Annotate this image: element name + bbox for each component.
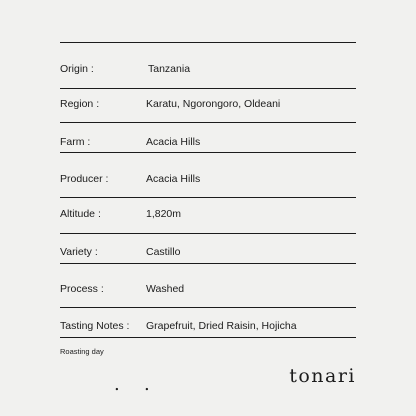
process-value: Washed xyxy=(146,283,185,295)
divider-farm xyxy=(60,152,356,153)
roasting-day-label: Roasting day xyxy=(60,347,104,356)
variety-value: Castillo xyxy=(146,246,181,258)
process-label: Process : xyxy=(60,283,104,295)
row-process xyxy=(60,279,356,299)
divider-tasting-notes xyxy=(60,337,356,338)
divider-process xyxy=(60,307,356,308)
divider-producer xyxy=(60,197,356,198)
altitude-label: Altitude : xyxy=(60,208,101,220)
brand-logo: tonari xyxy=(289,365,356,387)
variety-label: Variety : xyxy=(60,246,98,258)
divider-variety xyxy=(60,263,356,264)
producer-label: Producer : xyxy=(60,173,109,185)
row-farm xyxy=(60,132,356,152)
altitude-value: 1,820m xyxy=(146,208,182,220)
row-region xyxy=(60,94,356,114)
row-tasting-notes xyxy=(60,316,356,336)
farm-label: Farm : xyxy=(60,136,91,148)
tasting-notes-value: Grapefruit, Dried Raisin, Hojicha xyxy=(146,320,297,332)
row-variety xyxy=(60,242,356,262)
farm-value: Acacia Hills xyxy=(146,136,201,148)
producer-value: Acacia Hills xyxy=(146,173,201,185)
divider-origin xyxy=(60,88,356,89)
row-producer xyxy=(60,169,356,189)
region-value: Karatu, Ngorongoro, Oldeani xyxy=(146,98,281,110)
tasting-notes-label: Tasting Notes : xyxy=(60,320,130,332)
roasting-date-separator-2: . xyxy=(144,374,150,395)
divider-top xyxy=(60,42,356,43)
origin-label: Origin : xyxy=(60,63,94,75)
row-altitude xyxy=(60,204,356,224)
divider-altitude xyxy=(60,233,356,234)
row-origin xyxy=(60,59,356,79)
origin-value: Tanzania xyxy=(148,63,191,75)
roasting-date-separator-1: . xyxy=(114,374,120,395)
divider-region xyxy=(60,122,356,123)
region-label: Region : xyxy=(60,98,100,110)
